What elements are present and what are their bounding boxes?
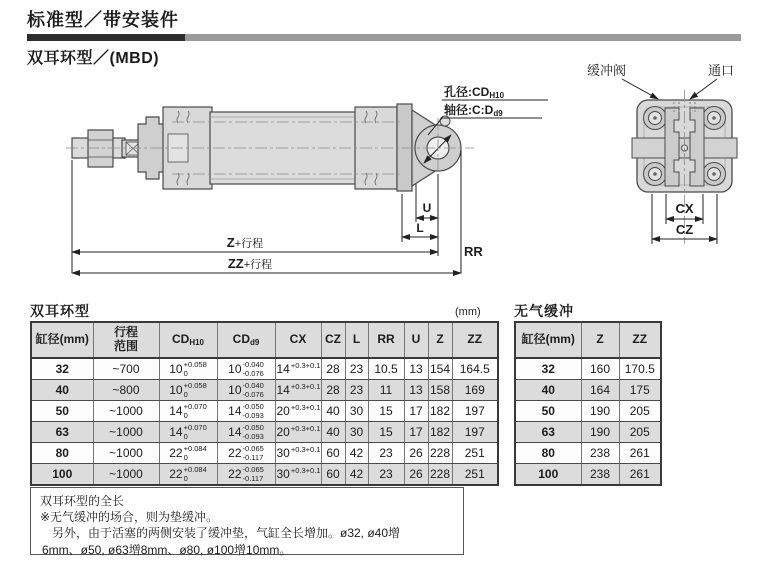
cell-stroke: ~1000 [93, 422, 159, 443]
title-underline-bar [27, 34, 741, 41]
footnote-line2: 另外，由于活塞的两侧安装了缓冲垫，气缸全长增加。ø32, ø40增 [52, 526, 401, 541]
cell-rr: 23 [368, 464, 404, 486]
footnote-box [30, 487, 464, 555]
cell-l: 42 [345, 464, 368, 486]
cell-bore: 63 [515, 422, 581, 443]
footnote-title: 双耳环型的全长 [40, 494, 125, 508]
cell-rr: 11 [368, 380, 404, 401]
col-header-u: U [404, 322, 428, 358]
col-header-rr: RR [368, 322, 404, 358]
cell-z: 182 [428, 401, 452, 422]
header-row [515, 322, 661, 358]
cell-bore: 40 [515, 380, 581, 401]
cell-l: 23 [345, 358, 368, 380]
dim-zz: ZZ [227, 256, 244, 271]
cell-cx: 30 +0.3+0.1 [275, 443, 321, 464]
col-header-cdh10 [159, 322, 217, 358]
cell-z: 190 [581, 422, 619, 443]
unit-label: (mm) [455, 306, 481, 318]
cell-cz: 60 [321, 443, 345, 464]
table-row [31, 422, 498, 443]
table-row [31, 380, 498, 401]
cell-bore: 50 [31, 401, 93, 422]
cell-bore: 32 [31, 358, 93, 380]
d9-sub: d9 [250, 337, 260, 347]
svg-text:孔径:CDH10 [444, 84, 505, 100]
table-row [31, 401, 498, 422]
cell-cz: 28 [321, 380, 345, 401]
cell-z: 228 [428, 443, 452, 464]
cell-z: 228 [428, 464, 452, 486]
cell-cdd9: 10 -0.040 -0.076 [217, 380, 275, 401]
table-row [31, 443, 498, 464]
cell-cdd9: 22 -0.065 -0.117 [217, 443, 275, 464]
cell-cdd9: 10 -0.040 -0.076 [217, 358, 275, 380]
dim-label-cz: CZ [675, 222, 694, 237]
cell-u: 13 [404, 358, 428, 380]
cell-cdh10: 22 +0.084 0 [159, 464, 217, 486]
cell-z: 190 [581, 401, 619, 422]
cell-rr: 15 [368, 401, 404, 422]
cell-z: 160 [581, 358, 619, 380]
cylinder-side-view-drawing [30, 56, 560, 291]
svg-text:轴径:C:Dd9 [444, 102, 503, 118]
cell-zz: 197 [452, 401, 498, 422]
cell-cx: 14 +0.3+0.1 [275, 380, 321, 401]
dim-label-rr: RR [464, 244, 483, 259]
cell-bore: 40 [31, 380, 93, 401]
cell-cz: 28 [321, 358, 345, 380]
cell-bore: 32 [515, 358, 581, 380]
shaft-note-text: 轴径:C:D [444, 103, 494, 117]
cell-stroke: ~700 [93, 358, 159, 380]
dim-z-suffix: +行程 [234, 238, 264, 250]
clevis-mount [397, 104, 461, 191]
clevis-dimension-table [30, 321, 499, 486]
dim-label-l: L [416, 221, 424, 235]
main-table-title: 双耳环型 [30, 303, 90, 319]
cell-cdh10: 10 +0.058 0 [159, 358, 217, 380]
cell-zz: 197 [452, 422, 498, 443]
cell-stroke: ~1000 [93, 464, 159, 486]
cell-zz: 205 [619, 401, 661, 422]
page-title: 标准型／带安装件 [27, 10, 179, 30]
col-header-l: L [345, 322, 368, 358]
section-subtitle: 双耳环型／(MBD) [27, 50, 160, 67]
cell-bore: 100 [515, 464, 581, 486]
cell-z: 164 [581, 380, 619, 401]
cd-label: CD [232, 331, 250, 346]
col-header-z: Z [581, 322, 619, 358]
cell-zz: 251 [452, 464, 498, 486]
header-row [31, 322, 498, 358]
cell-cdd9: 14 -0.050 -0.093 [217, 401, 275, 422]
footnote-line3: 6mm、ø50, ø63增8mm、ø80, ø100增10mm。 [42, 542, 292, 557]
port-leader [690, 79, 717, 99]
cell-u: 26 [404, 443, 428, 464]
cell-l: 42 [345, 443, 368, 464]
col-header-zz: ZZ [619, 322, 661, 358]
table-row [515, 422, 661, 443]
cushion-valve-label: 缓冲阀 [587, 63, 627, 78]
col-header-cdd9 [217, 322, 275, 358]
cell-zz: 205 [619, 422, 661, 443]
bore-note-sub: H10 [489, 91, 505, 100]
cell-cdh10: 22 +0.084 0 [159, 443, 217, 464]
cell-cz: 60 [321, 464, 345, 486]
cell-bore: 63 [31, 422, 93, 443]
cushion-valve-leader [622, 79, 658, 99]
cell-rr: 15 [368, 422, 404, 443]
cell-u: 13 [404, 380, 428, 401]
cell-rr: 10.5 [368, 358, 404, 380]
dim-z: Z [226, 235, 235, 250]
cell-cx: 20 +0.3+0.1 [275, 422, 321, 443]
cell-stroke: ~1000 [93, 443, 159, 464]
cylinder-end-view-drawing [570, 56, 763, 291]
dim-label-cx: CX [675, 201, 694, 216]
cell-bore: 100 [31, 464, 93, 486]
table-row [515, 358, 661, 380]
col-header-cx: CX [275, 322, 321, 358]
dim-label-zz-stroke [228, 256, 272, 271]
cell-cx: 30 +0.3+0.1 [275, 464, 321, 486]
cell-cdh10: 14 +0.070 0 [159, 422, 217, 443]
dim-zz-suffix: +行程 [243, 259, 273, 271]
col-header-bore: 缸径(mm) [515, 322, 581, 358]
cell-zz: 175 [619, 380, 661, 401]
table-row [515, 464, 661, 486]
stroke-line1: 行程 [113, 325, 138, 340]
cell-zz: 261 [619, 464, 661, 486]
stroke-line2: 范围 [113, 339, 138, 353]
col-header-bore: 缸径(mm) [31, 322, 93, 358]
no-cushion-table [514, 321, 662, 486]
port-label: 通口 [708, 63, 735, 78]
cell-zz: 169 [452, 380, 498, 401]
cell-u: 17 [404, 422, 428, 443]
cell-u: 17 [404, 401, 428, 422]
cell-zz: 164.5 [452, 358, 498, 380]
cell-z: 238 [581, 443, 619, 464]
table-row [31, 358, 498, 380]
bore-note-text: 孔径:CD [444, 85, 490, 99]
cell-l: 23 [345, 380, 368, 401]
cell-z: 154 [428, 358, 452, 380]
cell-bore: 80 [515, 443, 581, 464]
cell-u: 26 [404, 464, 428, 486]
cell-cx: 20 +0.3+0.1 [275, 401, 321, 422]
cell-cdd9: 22 -0.065 -0.117 [217, 464, 275, 486]
shaft-note-sub: d9 [493, 109, 503, 118]
cell-cdh10: 10 +0.058 0 [159, 380, 217, 401]
table-row [31, 464, 498, 486]
h10-sub: H10 [189, 337, 205, 347]
piston-rod [72, 130, 143, 167]
col-header-z: Z [428, 322, 452, 358]
side-table-title: 无气缓冲 [514, 303, 574, 319]
cell-stroke: ~1000 [93, 401, 159, 422]
dim-label-z-stroke [227, 235, 263, 250]
cell-cz: 40 [321, 401, 345, 422]
cell-cx: 14 +0.3+0.1 [275, 358, 321, 380]
cell-zz: 261 [619, 443, 661, 464]
cell-z: 158 [428, 380, 452, 401]
col-header-zz: ZZ [452, 322, 498, 358]
cell-z: 238 [581, 464, 619, 486]
table-row [515, 401, 661, 422]
footnote-line1: ※无气缓冲的场合，则为垫缓冲。 [40, 510, 219, 525]
col-header-cz: CZ [321, 322, 345, 358]
cell-zz: 251 [452, 443, 498, 464]
cell-cz: 40 [321, 422, 345, 443]
cell-z: 182 [428, 422, 452, 443]
cd-label: CD [171, 331, 190, 346]
cell-stroke: ~800 [93, 380, 159, 401]
cell-l: 30 [345, 422, 368, 443]
table-row [515, 380, 661, 401]
cell-bore: 50 [515, 401, 581, 422]
cell-cdd9: 14 -0.050 -0.093 [217, 422, 275, 443]
cell-l: 30 [345, 401, 368, 422]
table-row [515, 443, 661, 464]
dim-label-u: U [422, 201, 432, 215]
cell-cdh10: 14 +0.070 0 [159, 401, 217, 422]
cell-rr: 23 [368, 443, 404, 464]
col-header-stroke [93, 322, 159, 358]
cell-zz: 170.5 [619, 358, 661, 380]
cell-bore: 80 [31, 443, 93, 464]
